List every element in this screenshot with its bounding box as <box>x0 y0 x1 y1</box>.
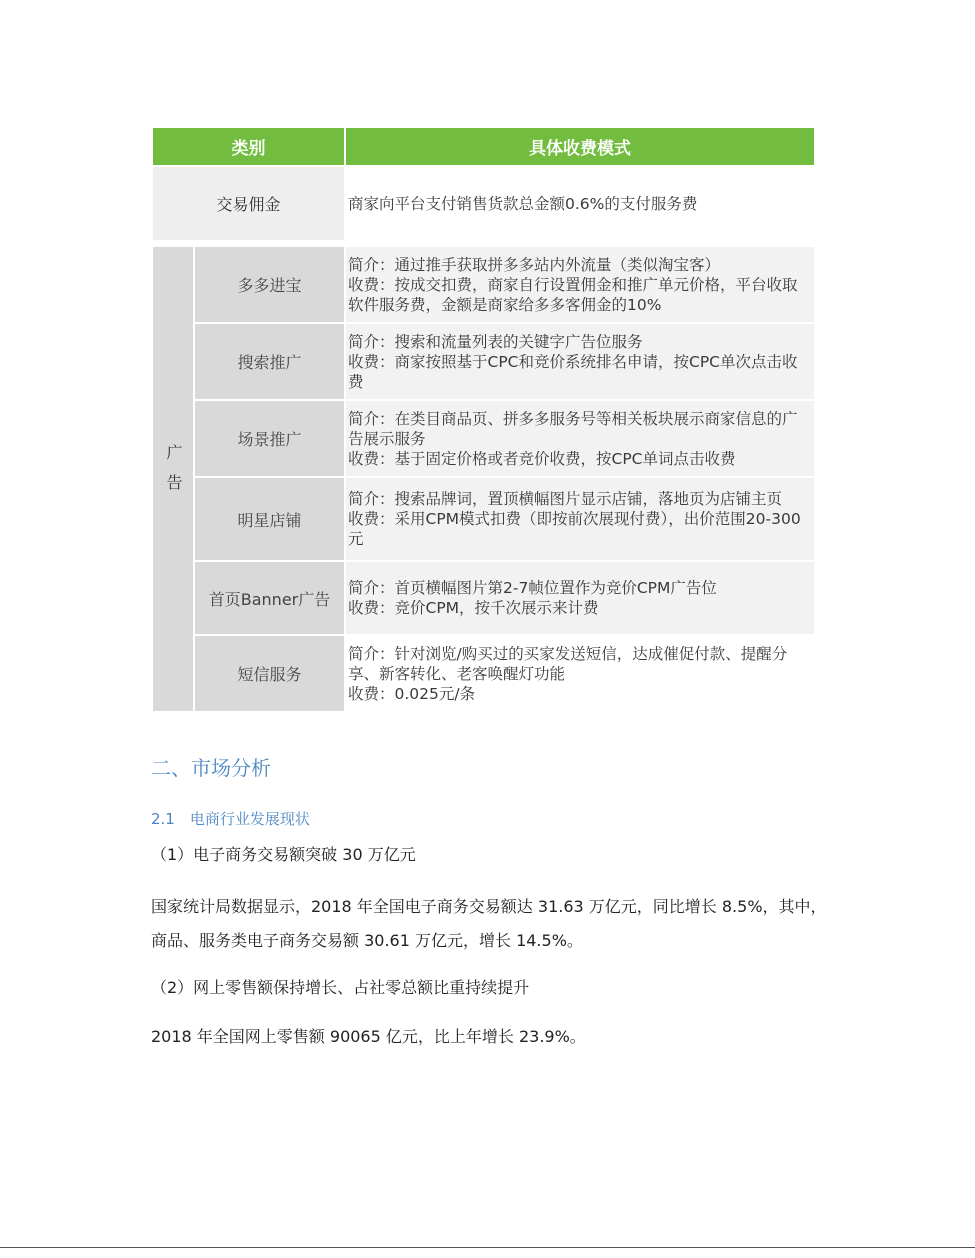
section-subheading: 2.1 电商行业发展现状 <box>151 810 310 828</box>
ad-fee: 收费：商家按照基于CPC和竞价系统排名申请，按CPC单次点击收费 <box>348 352 798 391</box>
point-1: （1）电子商务交易额突破 30 万亿元 <box>151 845 416 864</box>
ad-name: 首页Banner广告 <box>195 562 344 634</box>
ad-group-label-text: 广告 <box>164 444 183 504</box>
table-header-row <box>153 128 814 165</box>
fee-table <box>151 126 816 713</box>
paragraph-1: 国家统计局数据显示，2018 年全国电子商务交易额达 31.63 万亿元，同比增长 8.5%，其中，商品、服务类电子商务交易额 30.61 万亿元，增长 14.5%。 <box>151 897 827 950</box>
section-heading: 二、市场分析 <box>151 756 271 780</box>
page-bottom-rule <box>0 1247 975 1248</box>
table-row <box>153 247 814 322</box>
table-row <box>153 636 814 711</box>
ad-name: 短信服务 <box>195 636 344 711</box>
point-2: （2）网上零售额保持增长、占社零总额比重持续提升 <box>151 978 530 997</box>
ad-intro: 简介：搜索和流量列表的关键字广告位服务 <box>348 332 643 351</box>
ad-fee: 收费：基于固定价格或者竞价收费，按CPC单词点击收费 <box>348 449 736 468</box>
ad-name: 明星店铺 <box>195 478 344 560</box>
table-spacer <box>153 242 814 245</box>
ad-fee: 收费：竞价CPM，按千次展示来计费 <box>348 599 599 617</box>
ad-name: 搜索推广 <box>195 324 344 399</box>
ad-intro: 简介：首页横幅图片第2-7帧位置作为竞价CPM广告位 <box>348 579 717 597</box>
ad-group-label <box>153 247 193 711</box>
ad-name: 场景推广 <box>195 401 344 476</box>
ad-intro: 简介：针对浏览/购买过的买家发送短信，达成催促付款、提醒分享、新客转化、老客唤醒灯功能 <box>348 644 788 683</box>
ad-fee: 收费：采用CPM模式扣费（即按前次展现付费），出价范围20-300元 <box>348 510 801 548</box>
table-row <box>153 562 814 634</box>
table-row <box>153 478 814 560</box>
ad-name: 多多进宝 <box>195 247 344 322</box>
ad-fee: 收费：0.025元/条 <box>348 684 476 703</box>
ad-intro: 简介：搜索品牌词，置顶横幅图片显示店铺，落地页为店铺主页 <box>348 490 783 508</box>
ad-desc <box>346 324 814 399</box>
ad-desc <box>346 247 814 322</box>
header-fee-mode: 具体收费模式 <box>346 128 814 165</box>
table-row <box>153 401 814 476</box>
commission-desc-text: 商家向平台支付销售货款总金额0.6%的支付服务费 <box>348 194 698 213</box>
ad-fee: 收费：按成交扣费，商家自行设置佣金和推广单元价格，平台收取软件服务费，金额是商家给多多客佣金的10% <box>348 275 798 314</box>
table-row-commission <box>153 167 814 240</box>
ad-desc <box>346 478 814 560</box>
commission-desc <box>346 167 814 240</box>
paragraph-2: 2018 年全国网上零售额 90065 亿元，比上年增长 23.9%。 <box>151 1027 586 1046</box>
ad-desc <box>346 636 814 711</box>
ad-intro: 简介：在类目商品页、拼多多服务号等相关板块展示商家信息的广告展示服务 <box>348 409 798 448</box>
ad-desc <box>346 401 814 476</box>
ad-intro: 简介：通过推手获取拼多多站内外流量（类似淘宝客） <box>348 255 721 274</box>
commission-label: 交易佣金 <box>153 167 344 240</box>
header-category: 类别 <box>153 128 344 165</box>
ad-desc <box>346 562 814 634</box>
table-row <box>153 324 814 399</box>
